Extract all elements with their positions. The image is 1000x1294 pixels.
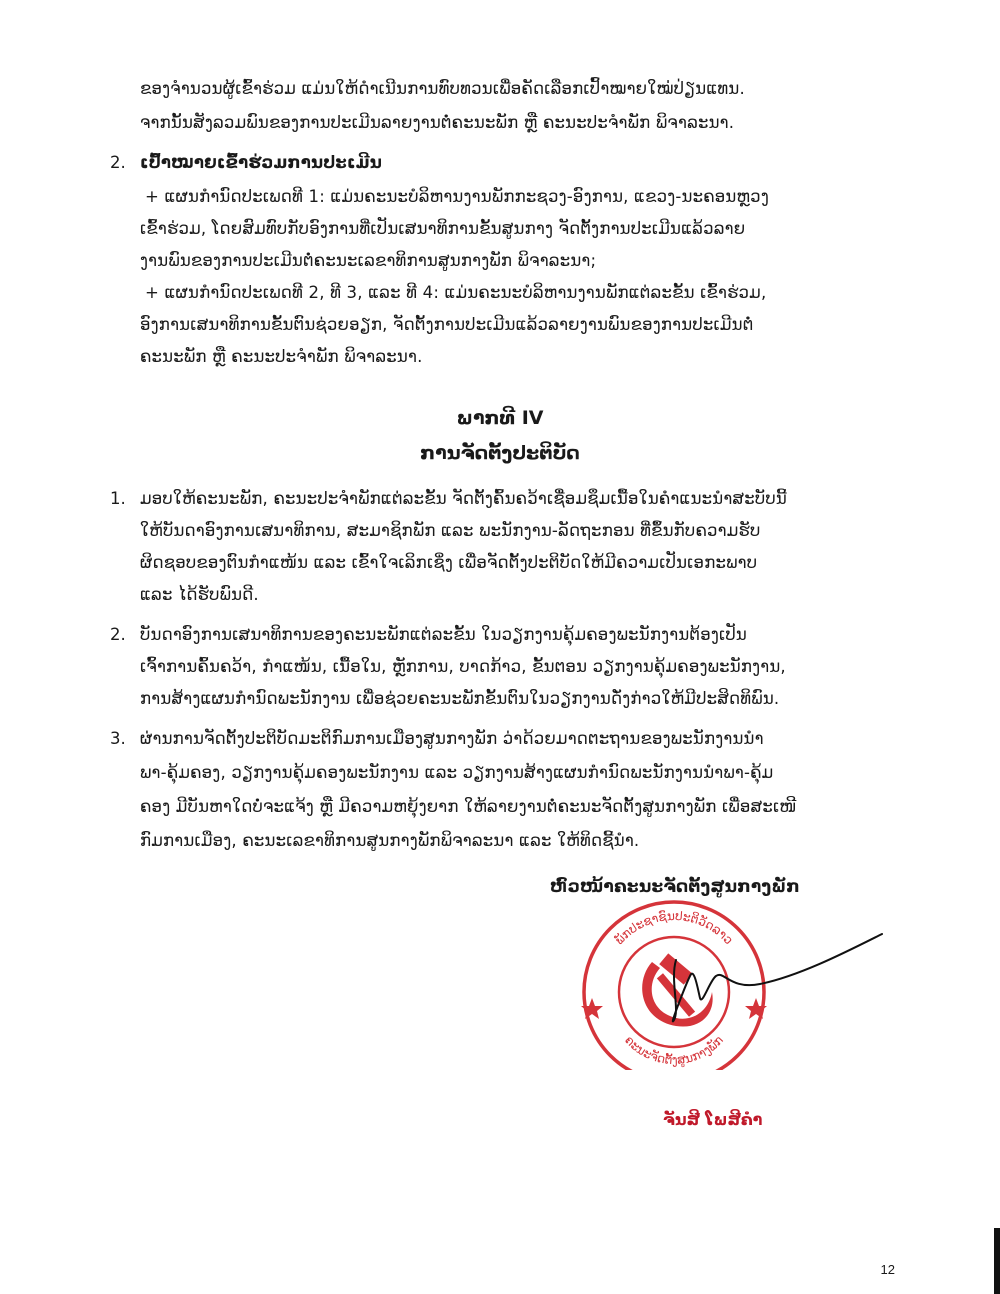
paragraph-line: ງານພົນຂອງການປະເມີນຕໍ່ຄະນະເລຂາທິການສູນກາງພັກ ພິຈາລະນາ; [140, 251, 597, 270]
paragraph-line: ກົມການເມືອງ, ຄະນະເລຂາທິການສູນກາງພັກພິຈາລະນາ ແລະ ໃຫ້ທິດຊີ້ນໍາ. [140, 831, 640, 850]
paragraph-line: + ແຜນກໍານົດປະເພດທີ 2, ທີ 3, ແລະ ທີ 4: ແມ່ນຄະນະບໍລິຫານງານພັກແຕ່ລະຂັ້ນ ເຂົ້າຮ່ວມ, [145, 283, 767, 302]
paragraph-line: ໃຫ້ບັນດາອົງການເສນາທິການ, ສະມາຊິກພັກ ແລະ ພະນັກງານ-ລັດຖະກອນ ທີ່ຂຶ້ນກັບຄວາມຮັບ [140, 521, 761, 540]
paragraph-line: ເຈົ້າການຄົ້ນຄວ້າ, ກໍາແໜ້ນ, ເນື້ອໃນ, ຫຼັກການ, ບາດກ້າວ, ຂັ້ນຕອນ ວຽກງານຄຸ້ມຄອງພະນັກງານ, [140, 657, 786, 676]
paragraph-line: ຄະນະພັກ ຫຼື ຄະນະປະຈໍາພັກ ພິຈາລະນາ. [140, 347, 423, 366]
paragraph-line: ຜ່ານການຈັດຕັ້ງປະຕິບັດມະຕິກົມການເມືອງສູນກາງພັກ ວ່າດ້ວຍມາດຕະຖານຂອງພະນັກງານນໍາ [140, 729, 764, 748]
paragraph-line: ພາ-ຄຸ້ມຄອງ, ວຽກງານຄຸ້ມຄອງພະນັກງານ ແລະ ວຽກງານສ້າງແຜນກໍານົດພະນັກງານນໍາພາ-ຄຸ້ມ [140, 763, 774, 782]
paragraph-line: ການສ້າງແຜນກໍານົດພະນັກງານ ເພື່ອຊ່ວຍຄະນະພັກຂັ້ນຕົນໃນວຽກງານດັ່ງກ່າວໃຫ້ມີປະສິດທິພົນ. [140, 689, 780, 708]
paragraph-line: ຜິດຊອບຂອງຕົນກໍາແໜ້ນ ແລະ ເຂົ້າໃຈເລິກເຊິ່ງ ເພື່ອຈັດຕັ້ງປະຕິບັດໃຫ້ມີຄວາມເປັນເອກະພາບ [140, 553, 758, 572]
item-number: 2. [110, 153, 126, 172]
signatory-name: ຈັນສີ ໂພສີຄໍາ [663, 1110, 763, 1129]
seal-and-signature [560, 880, 900, 1070]
page-number: 12 [880, 1262, 895, 1277]
official-seal-icon [560, 880, 900, 1070]
paragraph-line: ບັນດາອົງການເສນາທິການຂອງຄະນະພັກແຕ່ລະຂັ້ນ ໃນວຽກງານຄຸ້ມຄອງພະນັກງານຕ້ອງເປັນ [140, 625, 747, 644]
item-number: 3. [110, 729, 126, 748]
part-title: ພາກທີ IV [456, 407, 544, 429]
paragraph-line: ຈາກນັ້ນສັງລວມພົນຂອງການປະເມີນລາຍງານຕໍ່ຄະນະພັກ ຫຼື ຄະນະປະຈໍາພັກ ພິຈາລະນາ. [140, 113, 735, 132]
paragraph-line: ມອບໃຫ້ຄະນະພັກ, ຄະນະປະຈໍາພັກແຕ່ລະຂັ້ນ ຈັດຕັ້ງຄົ້ນຄວ້າເຊື່ອມຊຶມເນື້ອໃນຄໍາແນະນໍາສະບັບນີ້ [140, 489, 787, 508]
svg-text:ພັກປະຊາຊົນປະຕິວັດລາວ: ພັກປະຊາຊົນປະຕິວັດລາວ [612, 908, 736, 948]
item-number: 1. [110, 489, 126, 508]
svg-text:ຄະນະຈັດຕັ້ງສູນກາງພັກ: ຄະນະຈັດຕັ້ງສູນກາງພັກ [622, 1033, 726, 1068]
part-subtitle: ການຈັດຕັ້ງປະຕິບັດ [420, 442, 580, 464]
signatory-office: ຫົວໜ້າຄະນະຈັດຕັ້ງສູນກາງພັກ [550, 877, 800, 897]
paragraph-line: + ແຜນກໍານົດປະເພດທີ 1: ແມ່ນຄະນະບໍລິຫານງານພັກກະຊວງ-ອົງການ, ແຂວງ-ນະຄອນຫຼວງ [145, 187, 769, 206]
scan-edge-mark [994, 1228, 1000, 1294]
paragraph-line: ເຂົ້າຮ່ວມ, ໂດຍສົມທົບກັບອົງການທີ່ເປັນເສນາທິການຂັ້ນສູນກາງ ຈັດຕັ້ງການປະເມີນແລ້ວລາຍ [140, 219, 746, 238]
paragraph-line: ແລະ ໄດ້ຮັບພົນດີ. [140, 585, 259, 604]
item-number: 2. [110, 625, 126, 644]
paragraph-line: ອົງການເສນາທິການຂັ້ນຕົນຊ່ວຍອຽກ, ຈັດຕັ້ງການປະເມີນແລ້ວລາຍງານພົນຂອງການປະເມີນຕໍ່ [140, 315, 754, 334]
item-title: ເປົ້າໝາຍເຂົ້າຮ່ວມການປະເມີນ [140, 153, 382, 172]
paragraph-line: ຂອງຈໍານວນຜູ້ເຂົ້າຮ່ວມ ແມ່ນໃຫ້ດໍາເນີນການທົບທວນເພື່ອຄັດເລືອກເປົ້າໝາຍໃໝ່ປ່ຽນແທນ. [140, 79, 745, 98]
paragraph-line: ຄອງ ມີບັນຫາໃດບໍ່ຈະແຈ້ງ ຫຼື ມີຄວາມຫຍຸ້ງຍາກ ໃຫ້ລາຍງານຕໍ່ຄະນະຈັດຕັ້ງສູນກາງພັກ ເພື່ອສະເໜີ [140, 797, 797, 816]
